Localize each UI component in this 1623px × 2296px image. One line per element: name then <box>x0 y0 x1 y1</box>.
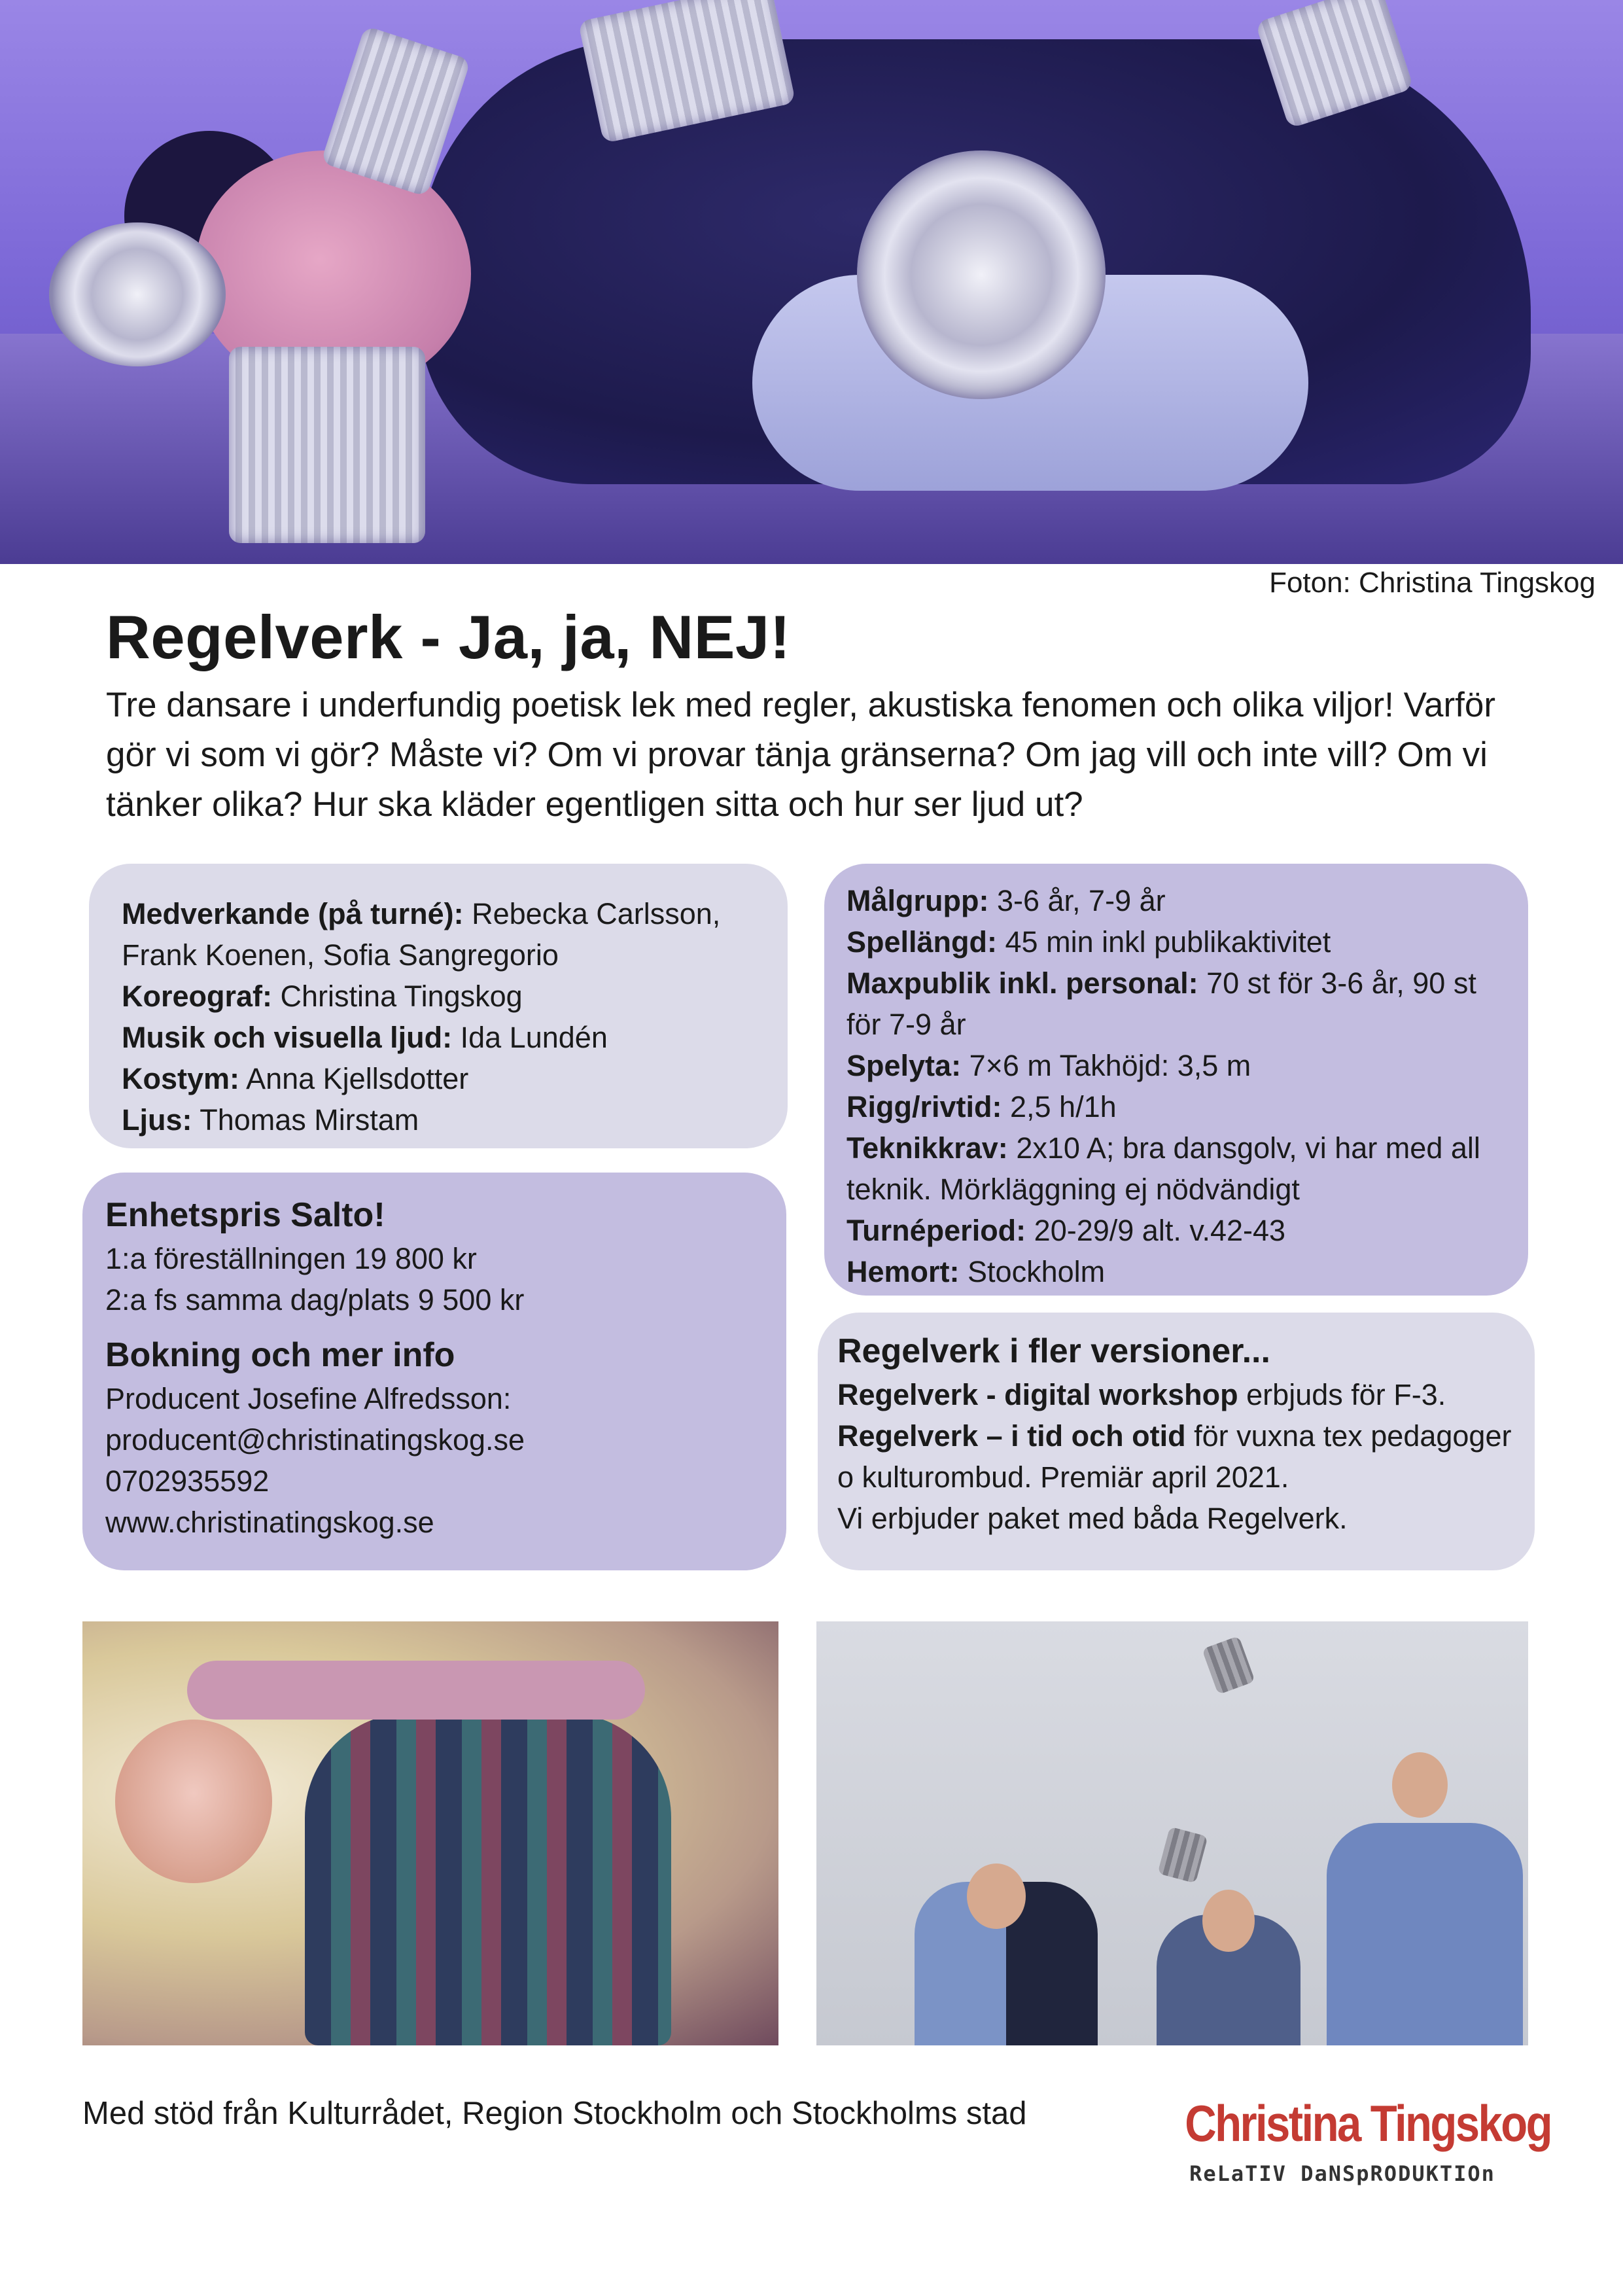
sponsor-text: Med stöd från Kulturrådet, Region Stockholm och Stockholms stad <box>82 2096 1027 2131</box>
booking-website-link[interactable]: www.christinatingskog.se <box>105 1506 434 1539</box>
photo-dancer-head <box>1392 1752 1448 1818</box>
credits-label: Medverkande (på turné): <box>122 897 464 930</box>
facts-box <box>824 864 1528 1296</box>
credits-line <box>122 1017 755 1058</box>
fact-value: 2,5 h/1h <box>1010 1090 1117 1123</box>
fact-line <box>846 880 1506 921</box>
intro-text: Tre dansare i underfundig poetisk lek med regler, akustiska fenomen och olika viljor! Varför gör vi som vi gör? Måste vi? Om vi provar tänja gränserna? Om jag vill och inte vill? Om vi tänker olika? Hur ska kläder egentligen sitta och hur ser ljud ut? <box>106 686 1496 824</box>
company-logo <box>1159 2094 1552 2186</box>
credits-value: Thomas Mirstam <box>200 1103 419 1137</box>
photo-dancer <box>1327 1823 1523 2045</box>
logo-tagline: ReLaTIV DaNSpRODUKTIOn <box>1189 2161 1495 2186</box>
credits-label: Koreograf: <box>122 980 273 1013</box>
fact-value: 2x10 A; bra dansgolv, vi har med all teknik. Mörkläggning ej nödvändigt <box>846 1131 1480 1206</box>
fact-value: 70 st för 3-6 år, 90 st för 7-9 år <box>846 966 1476 1041</box>
fact-label: Rigg/rivtid: <box>846 1090 1002 1123</box>
credits-value: Anna Kjellsdotter <box>246 1062 469 1095</box>
booking-heading: Bokning och mer info <box>105 1336 455 1374</box>
booking-email-link[interactable]: producent@christinatingskog.se <box>105 1423 525 1457</box>
fact-line <box>846 1251 1506 1292</box>
dance-photo-left <box>82 1621 778 2045</box>
fact-line <box>846 1210 1506 1251</box>
tin-can <box>1202 1636 1255 1695</box>
fact-label: Spelyta: <box>846 1049 962 1082</box>
fact-label: Maxpublik inkl. personal: <box>846 966 1198 1000</box>
credits-box <box>89 864 788 1148</box>
fact-line <box>846 1127 1506 1210</box>
fact-value: 7×6 m Takhöjd: 3,5 m <box>969 1049 1251 1082</box>
tin-can <box>857 150 1106 399</box>
fact-label: Turnéperiod: <box>846 1214 1026 1247</box>
fact-line <box>846 963 1506 1045</box>
pricing-booking-box <box>82 1173 786 1570</box>
versions-item <box>837 1415 1515 1498</box>
photo-dancer-face <box>115 1720 272 1883</box>
fact-value: 20-29/9 alt. v.42-43 <box>1034 1214 1286 1247</box>
versions-heading: Regelverk i fler versioner... <box>837 1332 1270 1370</box>
versions-item-title: Regelverk - digital workshop <box>837 1378 1238 1411</box>
fact-label: Spellängd: <box>846 925 998 959</box>
credits-value: Rebecka Carlsson, Frank Koenen, Sofia Sangregorio <box>122 897 721 972</box>
credits-label: Musik och visuella ljud: <box>122 1021 453 1054</box>
fact-label: Målgrupp: <box>846 884 989 917</box>
credits-label: Ljus: <box>122 1103 192 1137</box>
fact-value: 45 min inkl publikaktivitet <box>1005 925 1331 959</box>
tin-can <box>49 222 226 366</box>
fact-line <box>846 1045 1506 1086</box>
photo-dancer-arm <box>187 1661 645 1720</box>
versions-item-title: Regelverk – i tid och otid <box>837 1419 1186 1453</box>
credits-line <box>122 1099 755 1140</box>
photo-credit: Foton: Christina Tingskog <box>1269 567 1596 599</box>
photo-dancer-head <box>967 1863 1026 1929</box>
fact-value: Stockholm <box>968 1255 1106 1288</box>
booking-phone[interactable]: 0702935592 <box>105 1464 270 1498</box>
pricing-line: 1:a föreställningen 19 800 kr <box>105 1242 477 1275</box>
credits-value: Christina Tingskog <box>280 980 523 1013</box>
credits-line <box>122 976 755 1017</box>
booking-producer: Producent Josefine Alfredsson: <box>105 1382 512 1415</box>
credits-label: Kostym: <box>122 1062 240 1095</box>
fact-line <box>846 1086 1506 1127</box>
page-title: Regelverk - Ja, ja, NEJ! <box>106 603 791 671</box>
dance-photo-right <box>816 1621 1528 2045</box>
versions-item <box>837 1374 1515 1415</box>
hero-photo <box>0 0 1623 564</box>
credits-value: Ida Lundén <box>460 1021 608 1054</box>
pricing-heading: Enhetspris Salto! <box>105 1196 385 1234</box>
versions-item: Vi erbjuder paket med båda Regelverk. <box>837 1502 1348 1535</box>
tin-can <box>229 347 425 543</box>
fact-value: 3-6 år, 7-9 år <box>996 884 1166 917</box>
photo-dancer-head <box>1202 1890 1255 1952</box>
fact-label: Teknikkrav: <box>846 1131 1008 1165</box>
credits-line <box>122 1058 755 1099</box>
logo-name: Christina Tingskog <box>1185 2094 1552 2152</box>
pricing-line: 2:a fs samma dag/plats 9 500 kr <box>105 1283 525 1316</box>
versions-item-text: erbjuds för F-3. <box>1238 1378 1446 1411</box>
fact-label: Hemort: <box>846 1255 960 1288</box>
photo-dancer-body <box>305 1713 671 2045</box>
tin-can <box>1157 1826 1208 1883</box>
versions-item-text: för vuxna tex pedagoger o kulturombud. Premiär april 2021. <box>837 1419 1512 1494</box>
versions-box <box>818 1313 1535 1570</box>
fact-line <box>846 921 1506 963</box>
credits-line <box>122 893 755 976</box>
